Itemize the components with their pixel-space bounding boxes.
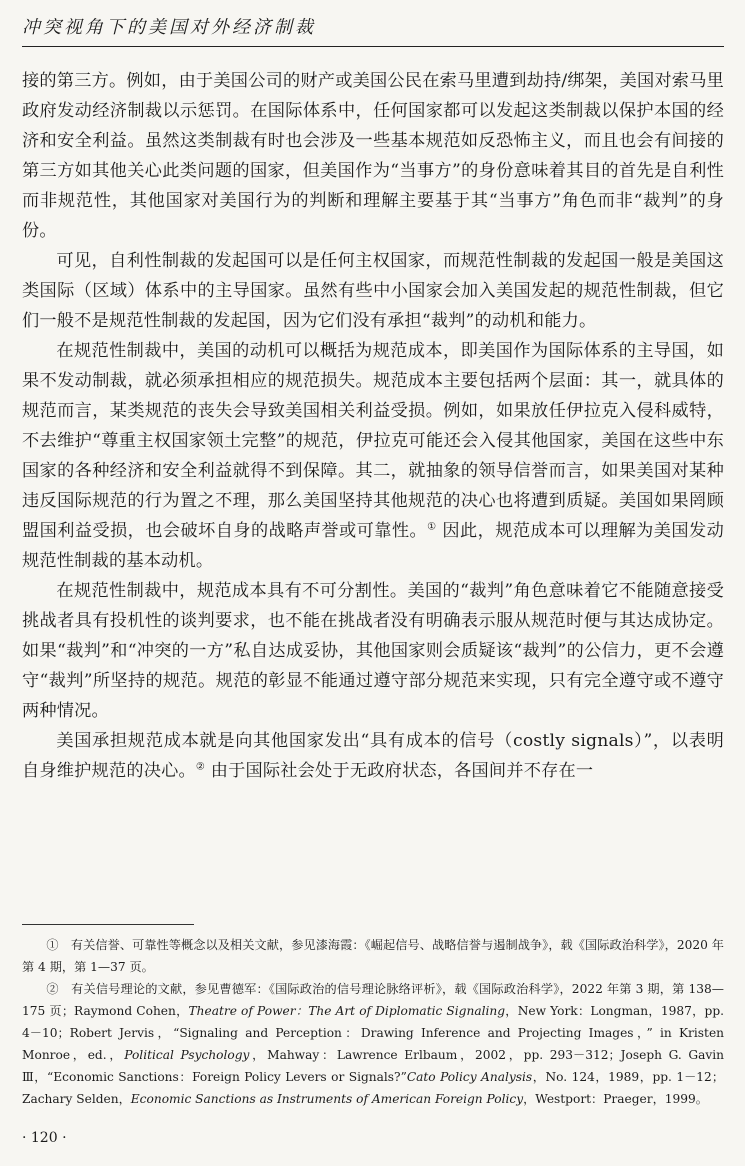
footnotes (22, 934, 724, 1110)
footnote-ref-1[interactable]: ① (427, 521, 437, 533)
footnote-2-title-1: Theatre of Power：The Art of Diplomatic Signaling (188, 1004, 506, 1018)
paragraph-3-text: 在规范性制裁中，美国的动机可以概括为规范成本，即美国作为国际体系的主导国，如果不发动制裁，就必须承担相应的规范损失。规范成本主要包括两个层面：其一，就具体的规范而言，某类规范的丧失会导致美国相关利益受损。例如，如果放任伊拉克入侵科威特，不去维护“尊重主权国家领土完整”的规范，伊拉克可能还会入侵其他国家，美国在这些中东国家的各种经济和安全利益就得不到保障。其二，就抽象的领导信誉而言，如果美国对某种违反国际规范的行为置之不理，那么美国坚持其他规范的决心也将遭到质疑。美国如果罔顾盟国利益受损，也会破坏自身的战略声誉或可靠性。 (22, 341, 724, 541)
footnote-ref-2[interactable]: ② (195, 761, 206, 773)
footnote-1: ① 有关信誉、可靠性等概念以及相关文献，参见漆海霞：《崛起信号、战略信誉与遏制战争》，载《国际政治科学》，2020 年第 4 期，第 1—37 页。 (22, 938, 724, 974)
footnote-2 (22, 978, 724, 1110)
paragraph-4: 在规范性制裁中，规范成本具有不可分割性。美国的“裁判”角色意味着它不能随意接受挑战者具有投机性的谈判要求，也不能在挑战者没有明确表示服从规范时便与其达成协定。如果“裁判”和“冲突的一方”私自达成妥协，其他国家则会质疑该“裁判”的公信力，更不会遵守“裁判”所坚持的规范。规范的彰显不能通过遵守部分规范来实现，只有完全遵守或不遵守两种情况。 (22, 581, 724, 721)
footnote-2-part-g: ，No. 124，1989，pp. 1－12；Zachary Selden， (22, 1070, 725, 1106)
footnote-2-part-e: ，Mahway：Lawrence Erlbaum，2002，pp. 293－312；Joseph G. Gavin Ⅲ，“Economic Sanctions：Foreign Policy Levers or Signals?” (22, 1048, 725, 1084)
footnote-2-title-3: Cato Policy Analysis (406, 1070, 533, 1084)
paragraph-5-tail: 由于国际社会处于无政府状态，各国间并不存在一 (205, 761, 594, 781)
page-number: · 120 · (22, 1130, 67, 1146)
paragraph-5 (22, 726, 724, 786)
footnote-2-part-c: ，New York：Longman，1987，pp. 4－10；Robert Jervis，“Signaling and Perception：Drawing Inference and Projecting Images，” in Kristen Monroe，ed.， (22, 1004, 725, 1062)
paragraph-3-tail: 因此，规范成本可以理解为美国发动规范性制裁的基本动机。 (22, 521, 724, 571)
paragraph-1: 接的第三方。例如，由于美国公司的财产或美国公民在索马里遭到劫持/绑架，美国对索马里政府发动经济制裁以示惩罚。在国际体系中，任何国家都可以发起这类制裁以保护本国的经济和安全利益。虽然这类制裁有时也会涉及一些基本规范如反恐怖主义，而且也会有间接的第三方如其他关心此类问题的国家，但美国作为“当事方”的身份意味着其目的首先是自利性而非规范性，其他国家对美国行为的判断和理解主要基于其“当事方”角色而非“裁判”的身份。 (22, 71, 724, 241)
paragraph-5-text: 美国承担规范成本就是向其他国家发出“具有成本的信号（costly signals）”，以表明自身维护规范的决心。 (22, 731, 724, 781)
header-divider (22, 46, 724, 47)
footnote-2-title-2: Political Psychology (124, 1048, 250, 1062)
paragraph-3 (22, 336, 724, 576)
main-text (22, 66, 724, 786)
paragraph-2: 可见，自利性制裁的发起国可以是任何主权国家，而规范性制裁的发起国一般是美国这类国际（区域）体系中的主导国家。虽然有些中小国家会加入美国发起的规范性制裁，但它们一般不是规范性制裁的发起国，因为它们没有承担“裁判”的动机和能力。 (22, 251, 724, 331)
footnote-2-part-a: ② 有关信号理论的文献，参见曹德军：《国际政治的信号理论脉络评析》，载《国际政治科学》，2022 年第 3 期，第 138—175 页；Raymond Cohen， (22, 982, 724, 1018)
footnote-divider (22, 924, 194, 925)
running-header: 冲突视角下的美国对外经济制裁 (22, 17, 316, 38)
footnote-2-part-i: ，Westport：Praeger，1999。 (523, 1092, 708, 1106)
footnote-2-title-4: Economic Sanctions as Instruments of American Foreign Policy (130, 1092, 524, 1106)
